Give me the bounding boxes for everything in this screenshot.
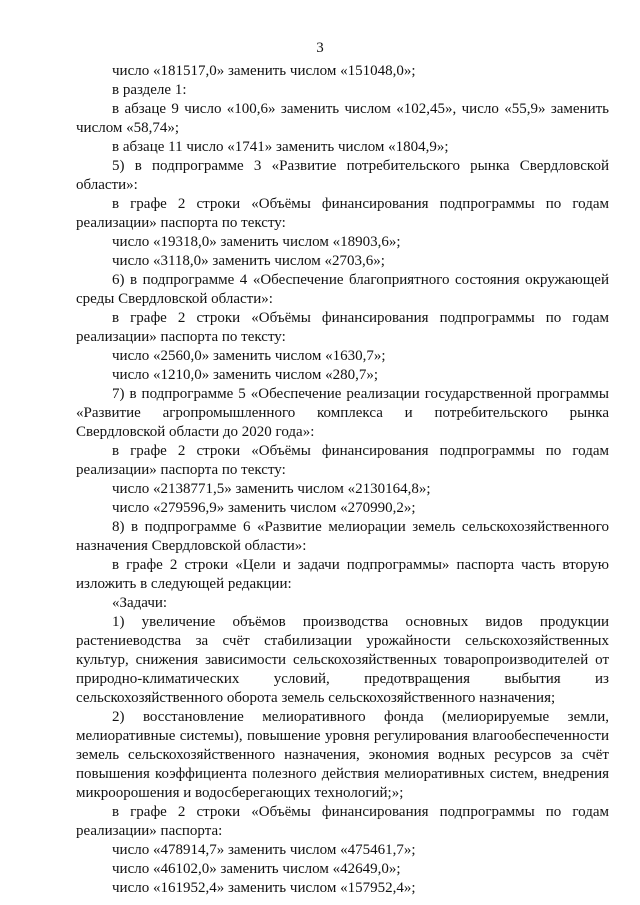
paragraph: 8) в подпрограмме 6 «Развитие мелиорации земель сельскохозяйственного назначения Свердловской области»: bbox=[76, 519, 609, 554]
page-number: 3 bbox=[316, 40, 324, 56]
paragraph: 7) в подпрограмме 5 «Обеспечение реализации государственной программы «Развитие агропромышленного комплекса и потребительского рынка Свердловской области до 2020 года»: bbox=[76, 386, 609, 440]
paragraph: в графе 2 строки «Объёмы финансирования подпрограммы по годам реализации» паспорта по тексту: bbox=[76, 196, 609, 231]
document-body bbox=[76, 62, 609, 898]
paragraph: в графе 2 строки «Объёмы финансирования подпрограммы по годам реализации» паспорта: bbox=[76, 804, 609, 839]
paragraph: число «478914,7» заменить числом «475461,7»; bbox=[112, 842, 416, 858]
paragraph: число «279596,9» заменить числом «270990,2»; bbox=[112, 500, 416, 516]
paragraph: число «2560,0» заменить числом «1630,7»; bbox=[112, 348, 386, 364]
paragraph: 5) в подпрограмме 3 «Развитие потребительского рынка Свердловской области»: bbox=[76, 158, 609, 193]
paragraph: в разделе 1: bbox=[112, 82, 187, 98]
paragraph: в абзаце 11 число «1741» заменить числом «1804,9»; bbox=[112, 139, 449, 155]
paragraph: число «161952,4» заменить числом «157952,4»; bbox=[112, 880, 416, 896]
paragraph: число «2138771,5» заменить числом «2130164,8»; bbox=[112, 481, 431, 497]
paragraph: в графе 2 строки «Объёмы финансирования подпрограммы по годам реализации» паспорта по тексту: bbox=[76, 443, 609, 478]
paragraph: число «3118,0» заменить числом «2703,6»; bbox=[112, 253, 385, 269]
paragraph: 2) восстановление мелиоративного фонда (мелиорируемые земли, мелиоративные системы), повышение уровня регулирования влагообеспеченности земель сельскохозяйственного назначения, экономия водных ресурсов за счёт повышения коэффициента полезного действия мелиоративных систем, внедрения микроорошения и водосберегающих технологий;»; bbox=[76, 709, 609, 801]
paragraph: число «19318,0» заменить числом «18903,6»; bbox=[112, 234, 401, 250]
paragraph: в графе 2 строки «Цели и задачи подпрограммы» паспорта часть вторую изложить в следующей редакции: bbox=[76, 557, 609, 592]
paragraph: в графе 2 строки «Объёмы финансирования подпрограммы по годам реализации» паспорта по тексту: bbox=[76, 310, 609, 345]
paragraph: число «1210,0» заменить числом «280,7»; bbox=[112, 367, 378, 383]
paragraph: 1) увеличение объёмов производства основных видов продукции растениеводства за счёт стабилизации урожайности сельскохозяйственных культур, снижения зависимости сельскохозяйственных товаропроизводителей от природно-климатических условий, предотвращения выбытия из сельскохозяйственного оборота земель сельскохозяйственного назначения; bbox=[76, 614, 609, 706]
paragraph: число «46102,0» заменить числом «42649,0»; bbox=[112, 861, 401, 877]
paragraph: 6) в подпрограмме 4 «Обеспечение благоприятного состояния окружающей среды Свердловской области»: bbox=[76, 272, 609, 307]
paragraph: число «181517,0» заменить числом «151048,0»; bbox=[112, 63, 416, 79]
paragraph: в абзаце 9 число «100,6» заменить числом «102,45», число «55,9» заменить числом «58,74»; bbox=[76, 101, 609, 136]
paragraph: «Задачи: bbox=[112, 595, 168, 611]
